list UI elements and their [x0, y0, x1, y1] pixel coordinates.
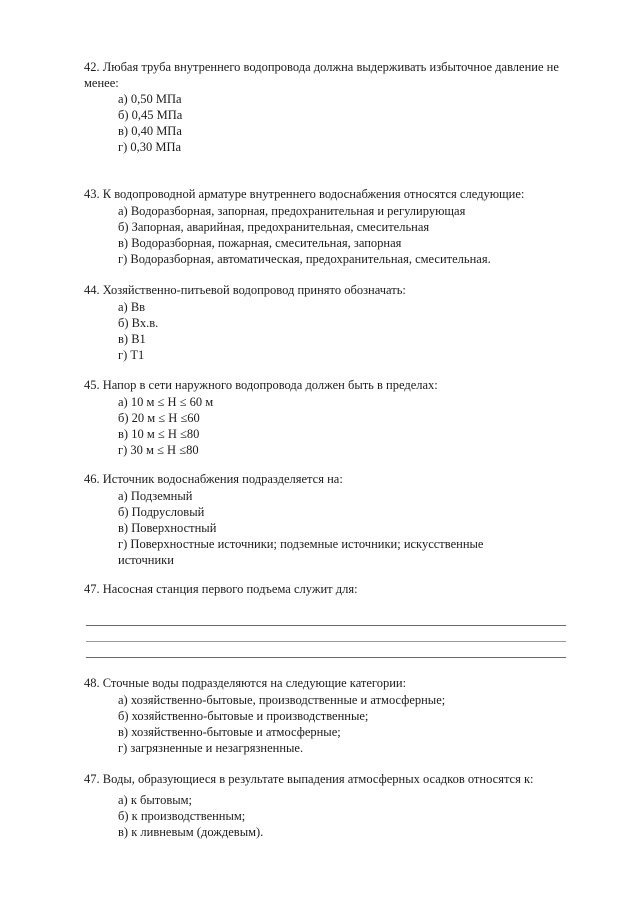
option-list	[84, 692, 584, 756]
question-44	[84, 283, 584, 363]
option-c: в) 10 м ≤ Н ≤80	[118, 426, 200, 441]
answer-line[interactable]	[86, 657, 566, 658]
option-c: в) к ливневым (дождевым).	[118, 824, 264, 839]
option-a: а) к бытовым;	[118, 792, 193, 807]
option-list	[84, 91, 584, 155]
question-text: 43. К водопроводной арматуре внутреннего водоснабжения относятся следующие:	[84, 187, 525, 201]
option-d: г) Поверхностные источники; подземные источники; искусственные источники	[118, 536, 484, 567]
option-list	[84, 394, 584, 458]
option-c: в) Водоразборная, пожарная, смесительная, запорная	[118, 235, 402, 250]
option-list	[84, 488, 584, 568]
option-list	[84, 203, 584, 267]
question-text: 44. Хозяйственно-питьевой водопровод принято обозначать:	[84, 283, 406, 297]
option-c: в) В1	[118, 331, 146, 346]
option-a: а) хозяйственно-бытовые, производственные и атмосферные;	[118, 692, 446, 707]
option-a: а) 10 м ≤ Н ≤ 60 м	[118, 394, 214, 409]
question-48	[84, 676, 584, 756]
question-text: 47. Воды, образующиеся в результате выпадения атмосферных осадков относятся к:	[84, 772, 534, 786]
answer-line[interactable]	[86, 641, 566, 642]
option-d: г) Водоразборная, автоматическая, предохранительная, смесительная.	[118, 251, 491, 266]
option-c: в) Поверхностный	[118, 520, 217, 535]
option-a: а) Водоразборная, запорная, предохранительная и регулирующая	[118, 203, 466, 218]
question-46	[84, 472, 584, 568]
question-47-b	[84, 772, 584, 840]
option-a: а) Вв	[118, 299, 146, 314]
answer-lines[interactable]	[86, 625, 566, 673]
question-text: 47. Насосная станция первого подъема служит для:	[84, 582, 358, 596]
option-b: б) Подрусловый	[118, 504, 205, 519]
option-b: б) 20 м ≤ Н ≤60	[118, 410, 200, 425]
question-47	[84, 582, 584, 598]
question-text: 48. Сточные воды подразделяются на следующие категории:	[84, 676, 407, 690]
option-d: г) 0,30 МПа	[118, 140, 182, 154]
option-b: б) Вх.в.	[118, 315, 159, 330]
option-c: в) хозяйственно-бытовые и атмосферные;	[118, 724, 341, 739]
question-42	[84, 60, 584, 155]
option-b: б) к производственным;	[118, 808, 246, 823]
question-45	[84, 378, 584, 458]
option-d: г) загрязненные и незагрязненные.	[118, 740, 304, 755]
option-list	[84, 299, 584, 363]
option-b: б) 0,45 МПа	[118, 108, 183, 122]
answer-line[interactable]	[86, 625, 566, 626]
option-list	[84, 792, 584, 840]
option-a: а) Подземный	[118, 488, 193, 503]
question-43	[84, 187, 584, 267]
option-a: а) 0,50 МПа	[118, 92, 182, 106]
question-text: 46. Источник водоснабжения подразделяется на:	[84, 472, 343, 486]
option-d: г) 30 м ≤ Н ≤80	[118, 442, 199, 457]
option-b: б) хозяйственно-бытовые и производственные;	[118, 708, 369, 723]
option-d: г) Т1	[118, 347, 145, 362]
option-b: б) Запорная, аварийная, предохранительная, смесительная	[118, 219, 430, 234]
question-text: 42. Любая труба внутреннего водопровода должна выдерживать избыточное давление не менее:	[84, 60, 559, 90]
question-text: 45. Напор в сети наружного водопровода должен быть в пределах:	[84, 378, 438, 392]
option-c: в) 0,40 МПа	[118, 124, 182, 138]
